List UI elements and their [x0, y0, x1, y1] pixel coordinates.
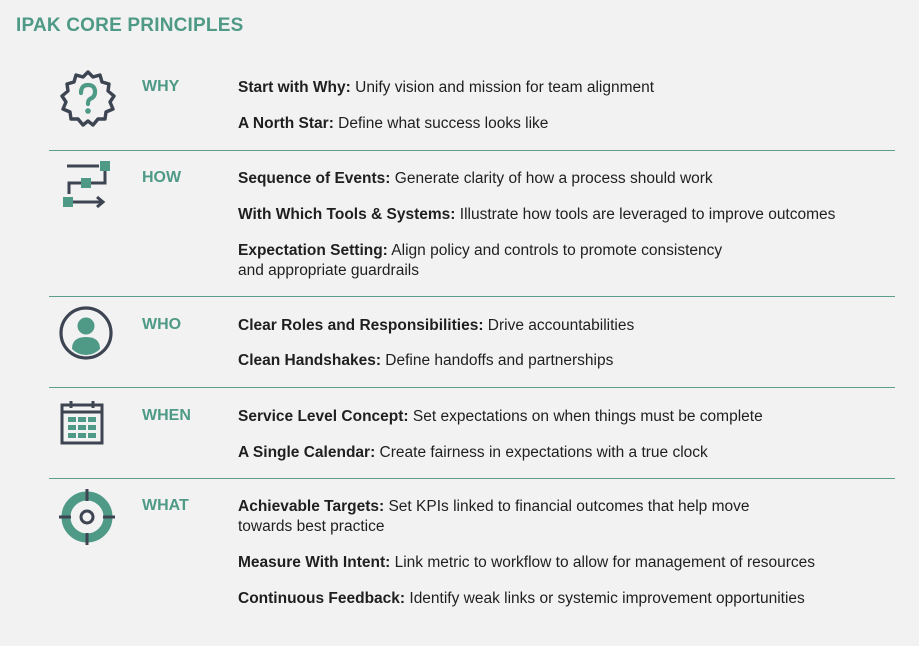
section-label-who: WHO	[142, 316, 182, 333]
divider	[49, 296, 895, 297]
item-service-level: Service Level Concept: Set expectations on when things must be complete	[238, 408, 763, 425]
item-clear-roles: Clear Roles and Responsibilities: Drive accountabilities	[238, 317, 635, 334]
process-flow-icon	[57, 161, 119, 216]
divider	[49, 478, 895, 479]
item-clean-handshakes: Clean Handshakes: Define handoffs and partnerships	[238, 352, 614, 369]
item-start-with-why: Start with Why: Unify vision and mission for team alignment	[238, 79, 655, 96]
user-avatar-icon	[57, 305, 115, 366]
page-title: IPAK CORE PRINCIPLES	[16, 15, 244, 36]
item-single-calendar: A Single Calendar: Create fairness in expectations with a true clock	[238, 444, 708, 461]
item-achievable-targets: Achievable Targets: Set KPIs linked to financial outcomes that help move towards best practice	[238, 498, 750, 535]
question-badge-icon	[57, 68, 119, 135]
item-measure-with-intent: Measure With Intent: Link metric to workflow to allow for management of resources	[238, 554, 815, 571]
section-label-when: WHEN	[142, 407, 191, 424]
item-expectation-setting: Expectation Setting: Align policy and controls to promote consistency and appropriate guardrails	[238, 242, 723, 279]
item-continuous-feedback: Continuous Feedback: Identify weak links or systemic improvement opportunities	[238, 590, 805, 607]
section-label-why: WHY	[142, 78, 180, 95]
item-sequence-of-events: Sequence of Events: Generate clarity of how a process should work	[238, 170, 713, 187]
calendar-icon	[57, 401, 107, 452]
section-label-what: WHAT	[142, 497, 189, 514]
section-label-how: HOW	[142, 169, 182, 186]
divider	[49, 387, 895, 388]
target-icon	[57, 487, 117, 552]
divider	[49, 150, 895, 151]
item-north-star: A North Star: Define what success looks like	[238, 115, 549, 132]
item-tools-systems: With Which Tools & Systems: Illustrate how tools are leveraged to improve outcomes	[238, 206, 836, 223]
